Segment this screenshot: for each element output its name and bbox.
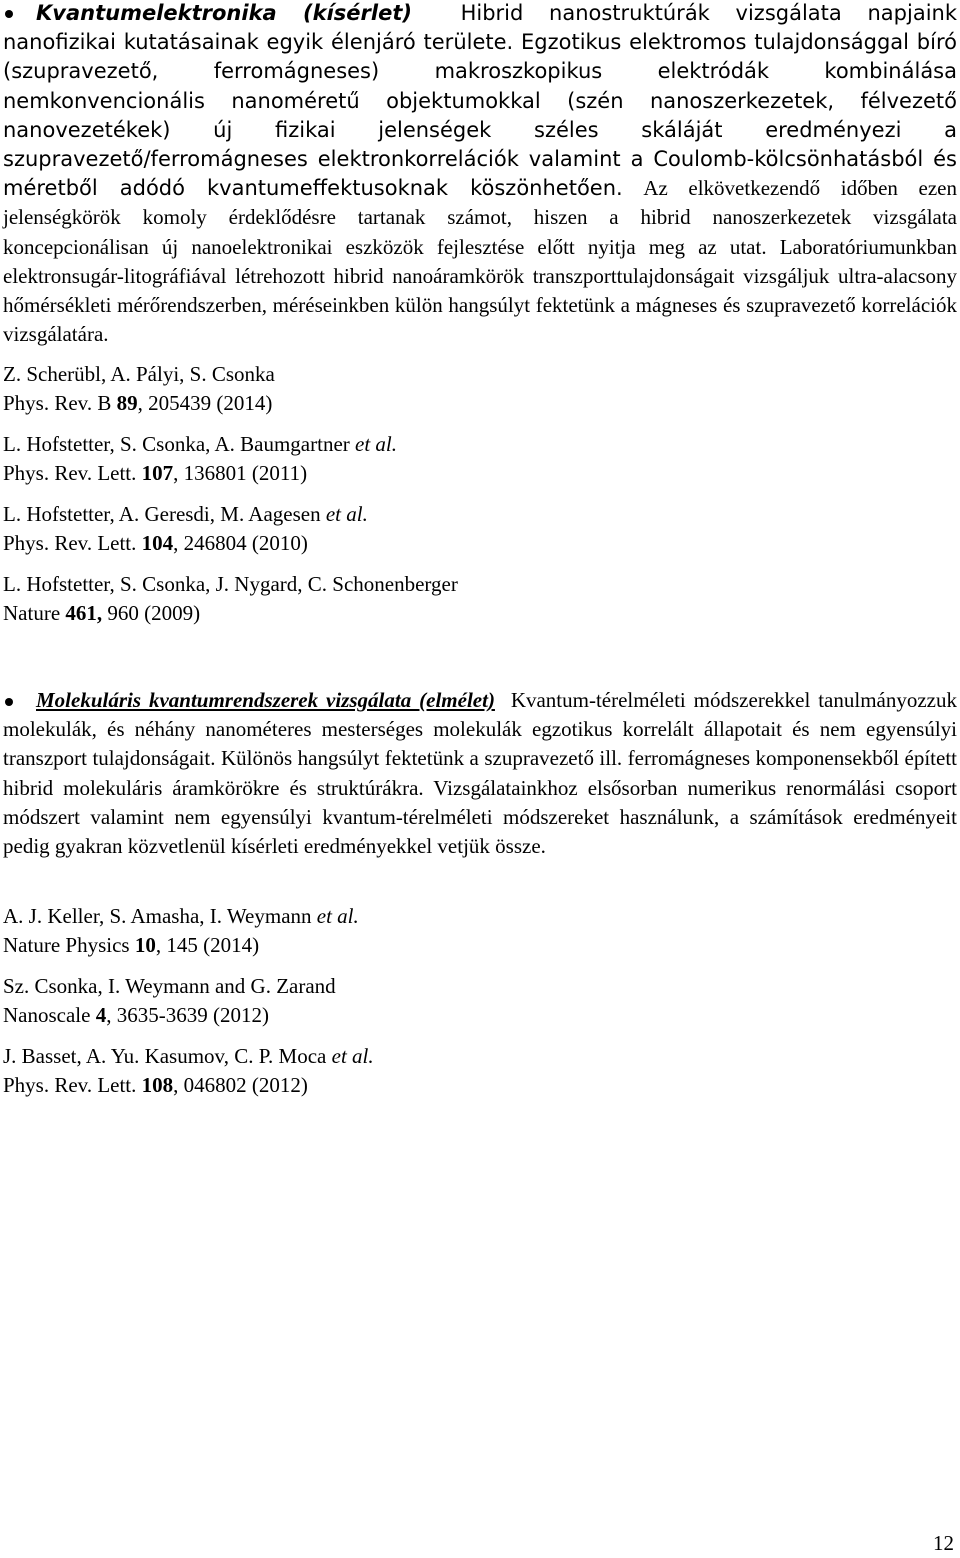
reference-authors: A. J. Keller, S. Amasha, I. Weymann et al. (3, 904, 359, 928)
reference-authors: L. Hofstetter, S. Csonka, A. Baumgartner et al. (3, 431, 398, 456)
reference-authors: J. Basset, A. Yu. Kasumov, C. P. Moca et al. (3, 1043, 374, 1068)
reference-item (3, 1042, 374, 1100)
reference-item (3, 430, 458, 488)
reference-citation: Nature Physics 10, 145 (2014) (3, 933, 260, 958)
section-title: Molekuláris kvantumrendszerek vizsgálata (elmélet) (36, 688, 495, 712)
reference-item (3, 570, 458, 628)
reference-authors: Z. Scherübl, A. Pályi, S. Csonka (3, 362, 275, 386)
section-body-continued: Az elkövetkezendő időben ezen jelenségkörök komoly érdeklődésre tartanak számot, hiszen a hibrid nanoszerkezetek vizsgálata koncepcionálisan új nanoelektronikai eszközök fejlesztése előtt nyitja meg az utat. Laboratóriumunkban elektronsugár-litográfiával létrehozott hibrid nanoáramkörök transzporttulajdonságait vizsgáljuk ultra-alacsony hőmérsékleti mérőrendszerben, méréseinkben külön hangsúlyt fektetünk a mágneses és szupravezető korrelációk vizsgálatára. (3, 176, 957, 347)
reference-citation: Phys. Rev. Lett. 107, 136801 (2011) (3, 461, 308, 486)
reference-item (3, 360, 458, 418)
section-title: Kvantumelektronika (kísérlet) (36, 1, 412, 25)
reference-item (3, 972, 374, 1030)
reference-citation: Nature 461, 960 (2009) (3, 600, 201, 625)
reference-authors: L. Hofstetter, A. Geresdi, M. Aagesen et al. (3, 501, 368, 526)
reference-item (3, 902, 374, 960)
reference-citation: Phys. Rev. Lett. 108, 046802 (2012) (3, 1073, 308, 1098)
section-experiment (3, 0, 957, 349)
section-theory (3, 686, 957, 861)
reference-citation: Phys. Rev. Lett. 104, 246804 (2010) (3, 531, 308, 556)
reference-authors: Sz. Csonka, I. Weymann and G. Zarand (3, 973, 336, 998)
page-number: 12 (933, 1531, 954, 1555)
reference-citation: Nanoscale 4, 3635-3639 (2012) (3, 1003, 269, 1028)
reference-authors: L. Hofstetter, S. Csonka, J. Nygard, C. Schonenberger (3, 571, 458, 596)
reference-item (3, 500, 458, 558)
section-body: Hibrid nanostruktúrák vizsgálata napjaink nanofizikai kutatásainak egyik élenjáró területe. Egzotikus elektromos tulajdonsággal bíró (szupravezető, ferromágneses) makroszkopikus elektródák kombinálása nemkonvencionális nanoméretű objektumokkal (szén nanoszerkezetek, félvezető nanovezetékek) új fizikai jelenségek széles skáláját eredményezi a szupravezető/ferromágneses elektronkorrelációk valamint a Coulomb-kölcsönhatásból és méretből adódó kvantumeffektusoknak köszönhetően. (3, 1, 957, 201)
section-body: Kvantum-térelméleti módszerekkel tanulmányozzuk molekulák, és néhány nanométeres mesterséges molekulák egzotikus korrelált állapotait és nem egyensúlyi transzport tulajdonságait. Különös hangsúlyt fektetünk a szupravezető ill. ferromágneses komponensekből épített hibrid molekuláris áramkörökre és struktúrákra. Vizsgálatainkhoz elsősorban numerikus renormálási csoport módszert valamint nem egyensúlyi kvantum-térelméleti módszereket használunk, a számítások eredményeit pedig gyakran közvetlenül kísérleti eredményekkel vetjük össze. (3, 688, 958, 859)
reference-list (3, 360, 458, 640)
reference-citation: Phys. Rev. B 89, 205439 (2014) (3, 391, 273, 416)
reference-list (3, 902, 374, 1112)
